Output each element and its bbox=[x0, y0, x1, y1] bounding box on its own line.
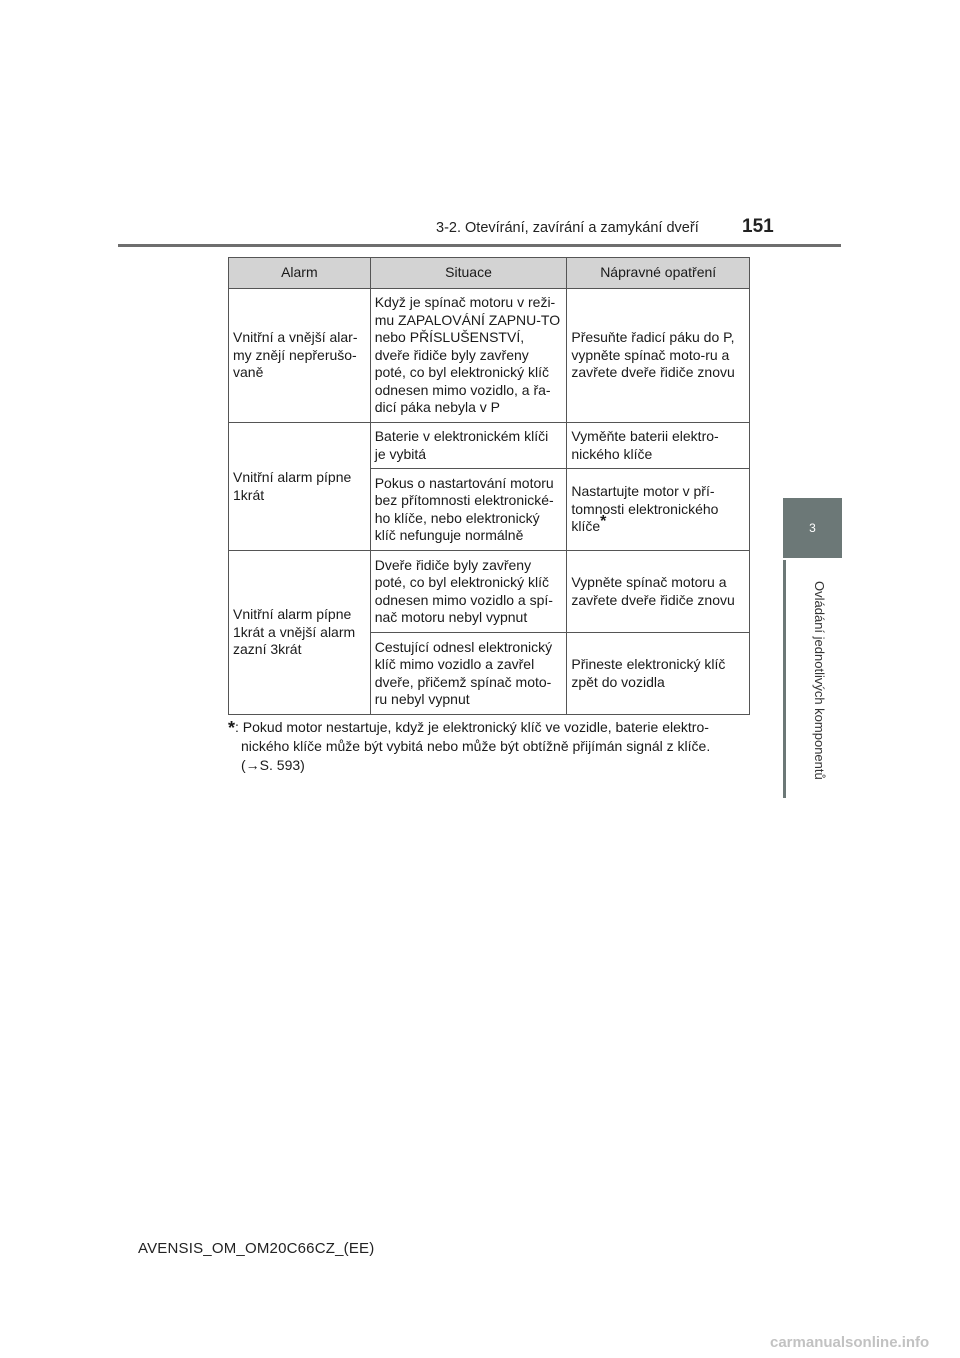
footnote-marker: * bbox=[600, 513, 607, 531]
action-cell bbox=[567, 469, 750, 551]
page-number: 151 bbox=[742, 216, 774, 237]
footnote-line-1: : Pokud motor nestartuje, když je elektronický klíč ve vozidle, baterie elektro- bbox=[235, 719, 709, 735]
section-title: 3-2. Otevírání, zavírání a zamykání dveří bbox=[436, 220, 699, 236]
column-header-situation: Situace bbox=[370, 258, 567, 289]
watermark: carmanualsonline.info bbox=[770, 1334, 930, 1351]
table-row bbox=[229, 289, 750, 423]
alarm-table bbox=[228, 257, 750, 715]
footnote bbox=[228, 717, 753, 775]
action-cell: Přineste elektronický klíč zpět do vozidla bbox=[567, 633, 750, 715]
action-cell: Přesuňte řadicí páku do P, vypněte spínač moto-ru a zavřete dveře řidiče znovu bbox=[567, 289, 750, 423]
footnote-line-2: nického klíče může být vybitá nebo může být obtížně přijímán signál z klíče. bbox=[241, 738, 711, 754]
alarm-cell: Vnitřní a vnější alar-my znějí nepřerušo-vaně bbox=[229, 289, 371, 423]
chapter-number: 3 bbox=[809, 521, 816, 535]
action-text: Nastartujte motor v pří-tomnosti elektronického klíče bbox=[571, 483, 719, 535]
situation-cell: Baterie v elektronickém klíči je vybitá bbox=[370, 423, 567, 469]
manual-code: AVENSIS_OM_OM20C66CZ_(EE) bbox=[138, 1240, 375, 1257]
table-header-row bbox=[229, 258, 750, 289]
footnote-reference-link[interactable]: (→S. 593) bbox=[241, 757, 305, 773]
action-cell: Vypněte spínač motoru a zavřete dveře řidiče znovu bbox=[567, 551, 750, 633]
action-cell: Vyměňte baterii elektro-nického klíče bbox=[567, 423, 750, 469]
chapter-title: Ovládání jednotlivých komponentů bbox=[812, 580, 827, 780]
table-row bbox=[229, 423, 750, 469]
column-header-alarm: Alarm bbox=[229, 258, 371, 289]
footnote-star: * bbox=[228, 718, 236, 738]
table-row bbox=[229, 551, 750, 633]
chapter-tab bbox=[783, 498, 842, 558]
alarm-cell: Vnitřní alarm pípne 1krát bbox=[229, 423, 371, 551]
alarm-cell: Vnitřní alarm pípne 1krát a vnější alarm zazní 3krát bbox=[229, 551, 371, 715]
situation-cell: Pokus o nastartování motoru bez přítomnosti elektronické-ho klíče, nebo elektronický klíč nefunguje normálně bbox=[370, 469, 567, 551]
situation-cell: Když je spínač motoru v reži-mu ZAPALOVÁNÍ ZAPNU-TO nebo PŘÍSLUŠENSTVÍ, dveře řidiče byly zavřeny poté, co byl elektronický klíč odnesen mimo vozidlo, a řa-dicí páka nebyla v P bbox=[370, 289, 567, 423]
chapter-tab-bar bbox=[783, 560, 786, 798]
header-divider bbox=[118, 244, 841, 247]
situation-cell: Cestující odnesl elektronický klíč mimo vozidlo a zavřel dveře, přičemž spínač moto-ru nebyl vypnut bbox=[370, 633, 567, 715]
column-header-action: Nápravné opatření bbox=[567, 258, 750, 289]
situation-cell: Dveře řidiče byly zavřeny poté, co byl elektronický klíč odnesen mimo vozidlo a spí-nač motoru nebyl vypnut bbox=[370, 551, 567, 633]
